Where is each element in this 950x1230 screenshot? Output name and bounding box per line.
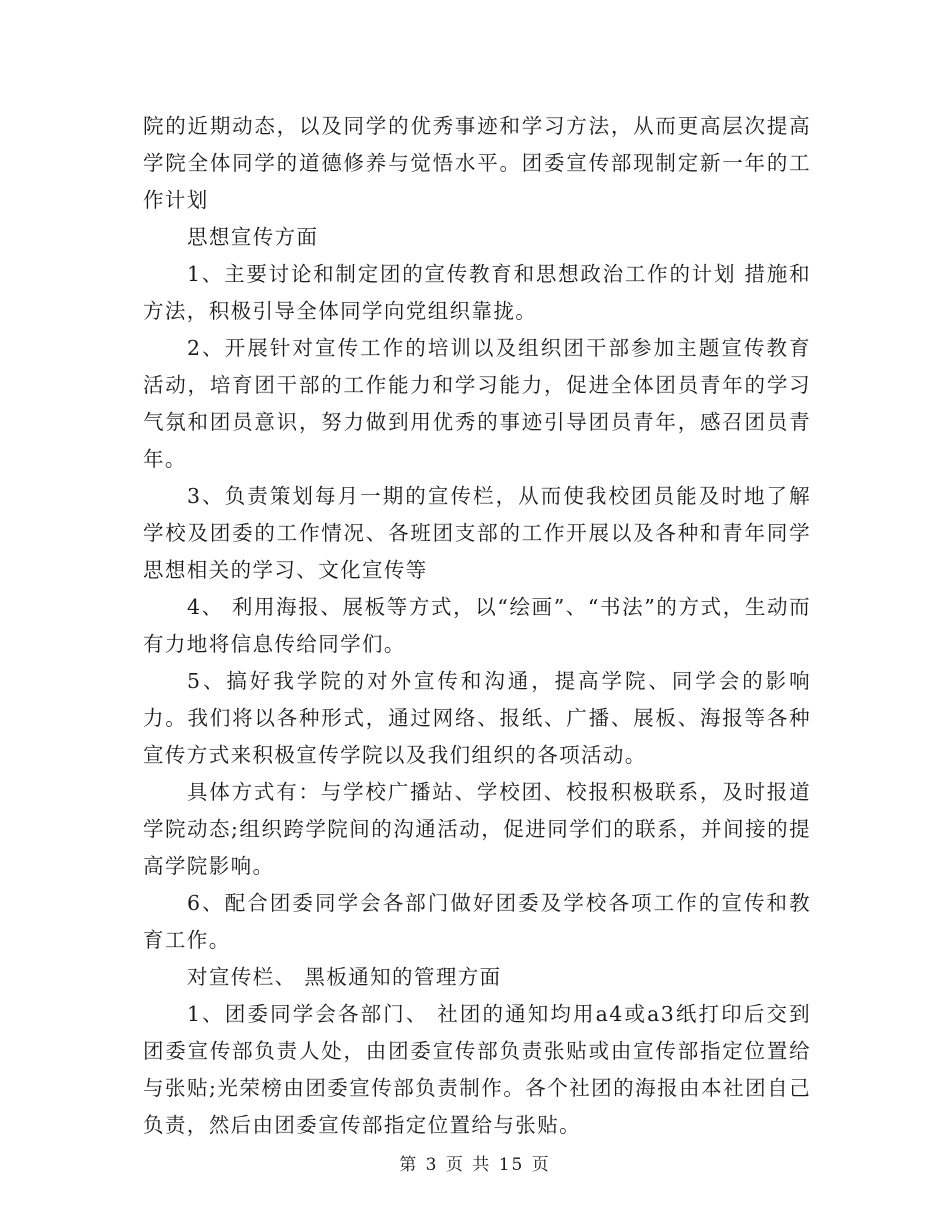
paragraph-item-1: 1、主要讨论和制定团的宣传教育和思想政治工作的计划 措施和方法，积极引导全体同学向党组织靠拢。 — [143, 262, 811, 323]
paragraph-intro-continued: 院的近期动态，以及同学的优秀事迹和学习方法，从而更高层次提高学院全体同学的道德修养与觉悟水平。团委宣传部现制定新一年的工作计划 — [143, 114, 811, 212]
paragraph-board-item-1: 1、团委同学会各部门、 社团的通知均用a4或a3纸打印后交到团委宣传部负责人处，由团委宣传部负责张贴或由宣传部指定位置给与张贴;光荣榜由团委宣传部负责制作。各个社团的海报由本社团自己负责，然后由团委宣传部指定位置给与张贴。 — [143, 1002, 811, 1137]
paragraph-item-5-detail: 具体方式有：与学校广播站、学校团、校报积极联系，及时报道学院动态;组织跨学院间的沟通活动，促进同学们的联系，并间接的提高学院影响。 — [143, 780, 811, 878]
page-footer: 第 3 页 共 15 页 — [399, 1155, 551, 1175]
paragraph-item-2: 2、开展针对宣传工作的培训以及组织团干部参加主题宣传教育活动，培育团干部的工作能力和学习能力，促进全体团员青年的学习气氛和团员意识，努力做到用优秀的事迹引导团员青年，感召团员青年。 — [143, 336, 811, 471]
paragraph-item-4: 4、 利用海报、展板等方式，以“绘画”、“书法”的方式，生动而有力地将信息传给同学们。 — [143, 595, 811, 656]
section-heading-board: 对宣传栏、 黑板通知的管理方面 — [187, 965, 502, 989]
paragraph-item-6: 6、配合团委同学会各部门做好团委及学校各项工作的宣传和教育工作。 — [143, 891, 811, 952]
document-body — [143, 108, 811, 1144]
section-heading-ideology: 思想宣传方面 — [187, 225, 319, 249]
paragraph-item-3: 3、负责策划每月一期的宣传栏，从而使我校团员能及时地了解学校及团委的工作情况、各班团支部的工作开展以及各种和青年同学思想相关的学习、文化宣传等 — [143, 484, 811, 582]
paragraph-item-5: 5、搞好我学院的对外宣传和沟通，提高学院、同学会的影响力。我们将以各种形式，通过网络、报纸、广播、展板、海报等各种宣传方式来积极宣传学院以及我们组织的各项活动。 — [143, 669, 811, 767]
